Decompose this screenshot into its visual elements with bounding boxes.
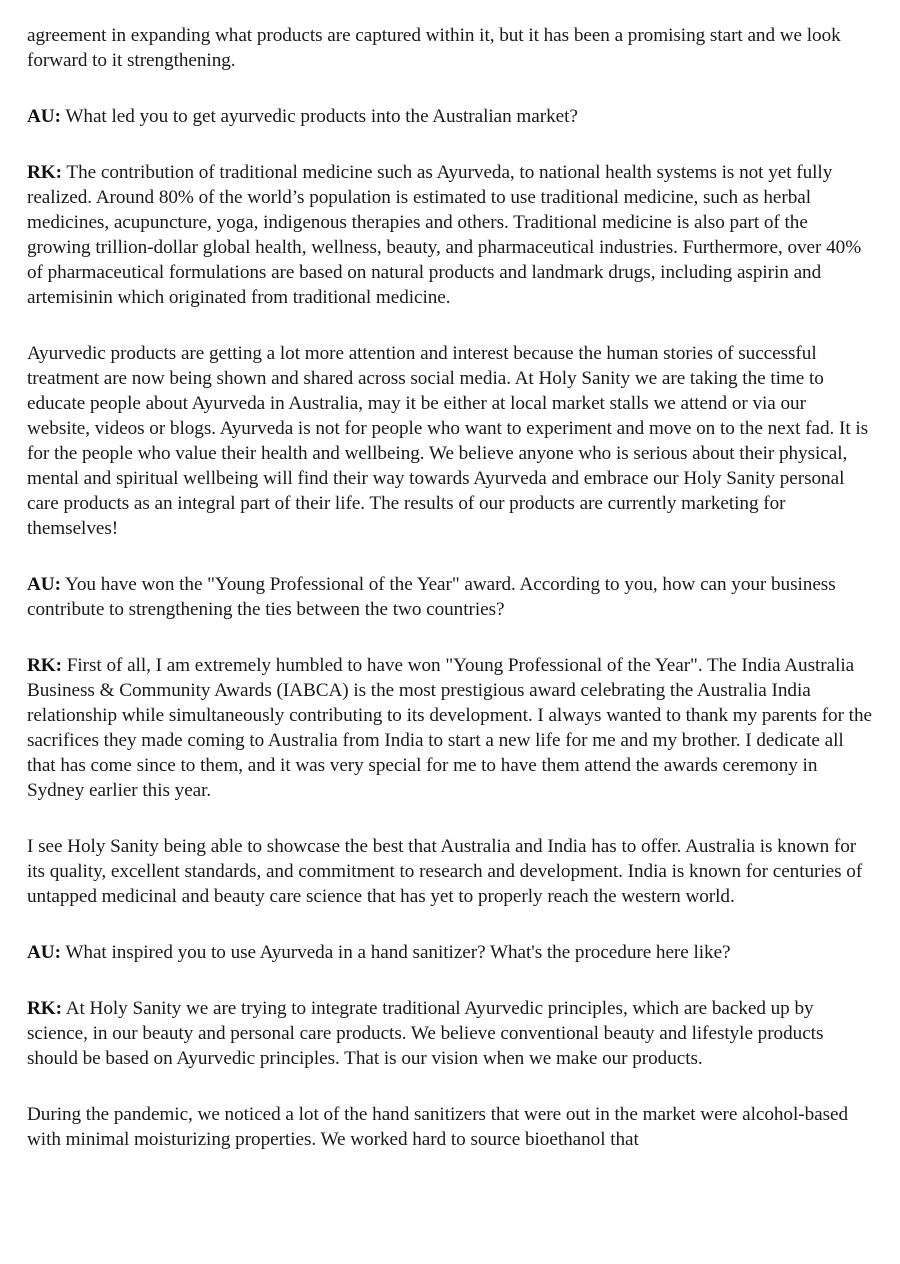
paragraph-text: You have won the "Young Professional of the Year" award. According to you, how can your business contribute to strengthening the ties between the two countries? (27, 574, 836, 620)
answer-paragraph (27, 834, 873, 909)
interview-article (27, 23, 873, 1183)
paragraph-text: The contribution of traditional medicine such as Ayurveda, to national health systems is not yet fully realized. Around 80% of the world’s population is estimated to use traditional medicine, such as herbal medicines, acupuncture, yoga, indigenous therapies and others. Traditional medicine is also part of the growing trillion-dollar global health, wellness, beauty, and pharmaceutical industries. Furthermore, over 40% of pharmaceutical formulations are based on natural products and landmark drugs, including aspirin and artemisinin which originated from traditional medicine. (27, 162, 862, 308)
paragraph-text: Ayurvedic products are getting a lot more attention and interest because the human stories of successful treatment are now being shown and shared across social media. At Holy Sanity we are taking the time to educate people about Ayurveda in Australia, may it be either at local market stalls we attend or via our website, videos or blogs. Ayurveda is not for people who want to experiment and move on to the next fad. It is for the people who value their health and wellbeing. We believe anyone who is serious about their physical, mental and spiritual wellbeing will find their way towards Ayurveda and embrace our Holy Sanity personal care products as an integral part of their life. The results of our products are currently marketing for themselves! (27, 343, 869, 539)
paragraph-text: During the pandemic, we noticed a lot of the hand sanitizers that were out in the market were alcohol-based with minimal moisturizing properties. We worked hard to source bioethanol that (27, 1104, 849, 1150)
answer-paragraph (27, 160, 873, 310)
paragraph-text: First of all, I am extremely humbled to have won "Young Professional of the Year". The India Australia Business & Community Awards (IABCA) is the most prestigious award celebrating the Australia India relationship while simultaneously contributing to its development. I always wanted to thank my parents for the sacrifices they made coming to Australia from India to start a new life for me and my brother. I dedicate all that has come since to them, and it was very special for me to have them attend the awards ceremony in Sydney earlier this year. (27, 655, 872, 801)
speaker-label: RK: (27, 162, 63, 183)
paragraph-text: What led you to get ayurvedic products into the Australian market? (60, 106, 578, 127)
paragraph-text: At Holy Sanity we are trying to integrate traditional Ayurvedic principles, which are backed up by science, in our beauty and personal care products. We believe conventional beauty and lifestyle products should be based on Ayurvedic principles. That is our vision when we make our products. (27, 998, 824, 1069)
speaker-label: RK: (27, 998, 63, 1019)
paragraph-text: agreement in expanding what products are captured within it, but it has been a promising start and we look forward to it strengthening. (27, 25, 841, 71)
speaker-label: RK: (27, 655, 63, 676)
speaker-label: AU: (27, 106, 61, 127)
paragraph-text: What inspired you to use Ayurveda in a hand sanitizer? What's the procedure here like? (60, 942, 731, 963)
speaker-label: AU: (27, 942, 61, 963)
question-paragraph (27, 940, 873, 965)
speaker-label: AU: (27, 574, 61, 595)
answer-paragraph (27, 653, 873, 803)
question-paragraph (27, 104, 873, 129)
answer-paragraph (27, 1102, 873, 1152)
answer-paragraph (27, 341, 873, 541)
question-paragraph (27, 572, 873, 622)
answer-paragraph (27, 996, 873, 1071)
paragraph-text: I see Holy Sanity being able to showcase the best that Australia and India has to offer. Australia is known for its quality, excellent standards, and commitment to research and development. India is known for centuries of untapped medicinal and beauty care science that has yet to properly reach the western world. (27, 836, 863, 907)
paragraph-continuation (27, 23, 873, 73)
